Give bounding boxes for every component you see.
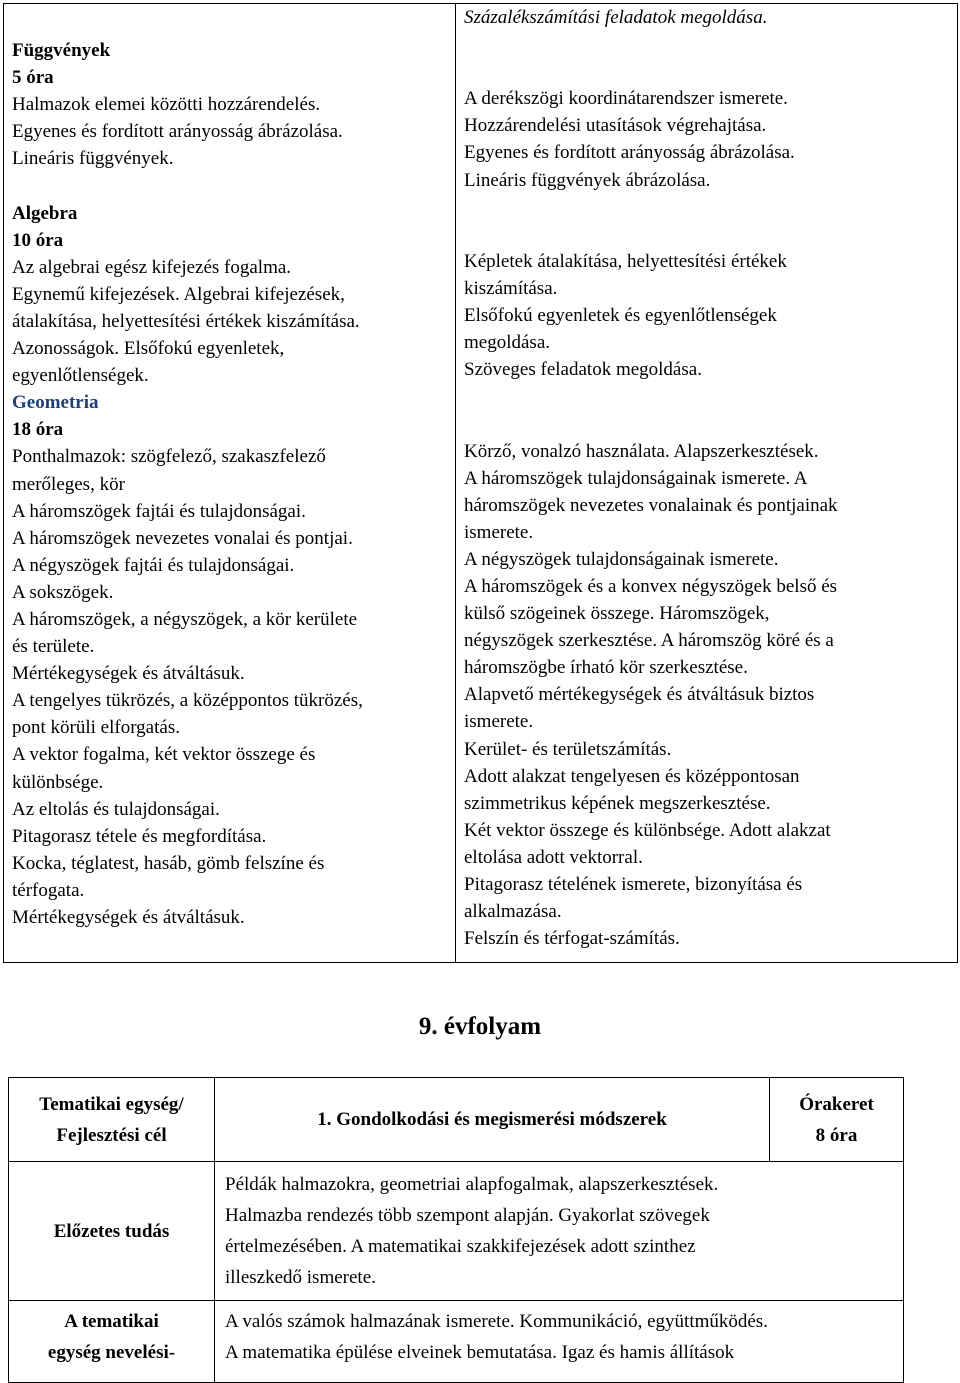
topics-list <box>12 37 447 931</box>
topic-line: 18 óra <box>12 419 64 441</box>
unit-title-cell <box>215 1078 770 1162</box>
topic-line: Kocka, téglatest, hasáb, gömb felszíne és <box>12 852 325 874</box>
educational-goals-label <box>9 1301 215 1383</box>
prior-line: Halmazba rendezés több szempont alapján. Gyakorlat szövegek <box>225 1205 710 1226</box>
topic-line: Mértékegységek és átváltásuk. <box>12 663 245 685</box>
topic-line: 10 óra <box>12 229 64 251</box>
topic-line: A háromszögek nevezetes vonalai és pontjai. <box>12 527 353 549</box>
requirement-line: alkalmazása. <box>464 901 562 923</box>
unit-label-line1: Tematikai egység/ <box>39 1093 184 1115</box>
requirement-line: Kerület- és területszámítás. <box>464 738 672 760</box>
requirement-line: Pitagorasz tételének ismerete, bizonyítása és <box>464 874 803 895</box>
topic-line: A sokszögek. <box>12 581 114 603</box>
requirement-line: Szöveges feladatok megoldása. <box>464 359 702 381</box>
spacer <box>464 383 949 437</box>
goals-line: A valós számok halmazának ismerete. Kommunikáció, együttműködés. <box>225 1311 768 1332</box>
topics-cell <box>4 4 456 963</box>
requirement-line: A derékszögi koordinátarendszer ismerete. <box>464 88 788 110</box>
curriculum-table <box>3 3 958 963</box>
requirement-line: Egyenes és fordított arányosság ábrázolása. <box>464 142 795 164</box>
curriculum-row <box>4 4 958 963</box>
topic-line: Függvények <box>12 40 111 61</box>
topic-line: Az eltolás és tulajdonságai. <box>12 798 220 820</box>
topic-line: 5 óra <box>12 67 54 89</box>
topic-line: Egynemű kifejezések. Algebrai kifejezések, <box>12 283 345 305</box>
prior-knowledge-row <box>9 1162 904 1301</box>
grade-heading: 9. évfolyam <box>418 1013 542 1040</box>
requirement-line: ismerete. <box>464 711 534 733</box>
prior-knowledge-label-text: Előzetes tudás <box>53 1220 170 1242</box>
topic-line: egyenlőtlenségek. <box>12 365 149 387</box>
requirements-list <box>464 4 949 952</box>
requirement-line: A háromszögek tulajdonságainak ismerete. A <box>464 467 808 489</box>
requirement-line: ismerete. <box>464 521 534 543</box>
topic-line: Egyenes és fordított arányosság ábrázolása. <box>12 121 343 143</box>
requirement-line: eltolása adott vektorral. <box>464 846 643 868</box>
requirement-line: Felszín és térfogat-számítás. <box>464 928 680 950</box>
requirement-line: Körző, vonalzó használata. Alapszerkesztések. <box>464 440 819 462</box>
topic-line: Lineáris függvények. <box>12 148 174 170</box>
requirement-line: Elsőfokú egyenletek és egyenlőtlenségek <box>464 305 777 327</box>
spacer <box>464 31 949 85</box>
requirement-line: Lineáris függvények ábrázolása. <box>464 169 711 191</box>
requirement-line: Alapvető mértékegységek és átváltásuk biztos <box>464 684 815 706</box>
requirement-line: négyszögek szerkesztése. A háromszög köré és a <box>464 630 834 652</box>
unit-header-row <box>9 1078 904 1162</box>
requirement-line: szimmetrikus képének megszerkesztése. <box>464 792 771 814</box>
prior-knowledge-content <box>215 1162 904 1301</box>
requirement-line: háromszögek nevezetes vonalainak és pontjainak <box>464 494 838 516</box>
topic-line: különbsége. <box>12 771 104 793</box>
prior-knowledge-label <box>9 1162 215 1301</box>
spacer <box>12 172 447 199</box>
topic-line: merőleges, kör <box>12 473 125 495</box>
prior-line: értelmezésében. A matematikai szakkifejezések adott szinthez <box>225 1236 696 1257</box>
prior-line: Példák halmazokra, geometriai alapfogalmak, alapszerkesztések. <box>225 1174 719 1195</box>
topic-line: és területe. <box>12 636 95 658</box>
requirement-line: Képletek átalakítása, helyettesítési értékek <box>464 250 787 272</box>
topic-line: átalakítása, helyettesítési értékek kiszámítása. <box>12 310 360 332</box>
requirement-line: Százalékszámítási feladatok megoldása. <box>464 7 768 28</box>
educational-goals-content <box>215 1301 904 1383</box>
goals-label-line1: A tematikai <box>64 1311 159 1332</box>
topic-line: A négyszögek fajtái és tulajdonságai. <box>12 554 295 576</box>
topic-line: A tengelyes tükrözés, a középpontos tükrözés, <box>12 690 363 712</box>
hours-cell <box>770 1078 904 1162</box>
topic-line: Azonosságok. Elsőfokú egyenletek, <box>12 338 285 360</box>
requirements-cell <box>456 4 958 963</box>
hours-label: Órakeret <box>799 1093 874 1115</box>
requirement-line: háromszögbe írható kör szerkesztése. <box>464 657 748 679</box>
topic-line: Mértékegységek és átváltásuk. <box>12 907 245 928</box>
spacer <box>464 194 949 248</box>
topic-line: Halmazok elemei közötti hozzárendelés. <box>12 94 321 116</box>
requirement-line: Adott alakzat tengelyesen és középpontosan <box>464 765 800 787</box>
topic-line: A háromszögek fajtái és tulajdonságai. <box>12 500 306 522</box>
requirement-line: A háromszögek és a konvex négyszögek belső és <box>464 575 838 597</box>
topic-line: A vektor fogalma, két vektor összege és <box>12 744 316 766</box>
unit-label-cell <box>9 1078 215 1162</box>
unit-title: 1. Gondolkodási és megismerési módszerek <box>317 1109 667 1130</box>
requirement-line: Hozzárendelési utasítások végrehajtása. <box>464 115 767 137</box>
requirement-line: megoldása. <box>464 332 551 354</box>
topic-line: A háromszögek, a négyszögek, a kör kerülete <box>12 608 358 630</box>
requirement-line: Két vektor összege és különbsége. Adott alakzat <box>464 819 831 841</box>
topic-line: térfogata. <box>12 879 85 901</box>
topic-line: Algebra <box>12 202 78 224</box>
topic-line: Ponthalmazok: szögfelező, szakaszfelező <box>12 446 326 468</box>
requirement-line: kiszámítása. <box>464 277 558 299</box>
topic-line: Pitagorasz tétele és megfordítása. <box>12 825 267 847</box>
goals-line: A matematika épülése elveinek bemutatása. Igaz és hamis állítások <box>225 1342 735 1363</box>
educational-goals-row <box>9 1301 904 1383</box>
topic-line: Geometria <box>12 392 99 414</box>
requirement-line: A négyszögek tulajdonságainak ismerete. <box>464 548 779 570</box>
hours-value: 8 óra <box>815 1124 858 1146</box>
thematic-unit-table <box>8 1077 904 1383</box>
requirement-line: külső szögeinek összege. Háromszögek, <box>464 603 770 625</box>
goals-label-line2: egység nevelési- <box>47 1342 176 1363</box>
prior-line: illeszkedő ismerete. <box>225 1267 376 1288</box>
topic-line: pont körüli elforgatás. <box>12 717 180 739</box>
topic-line: Az algebrai egész kifejezés fogalma. <box>12 256 292 278</box>
unit-label-line2: Fejlesztési cél <box>56 1124 167 1146</box>
